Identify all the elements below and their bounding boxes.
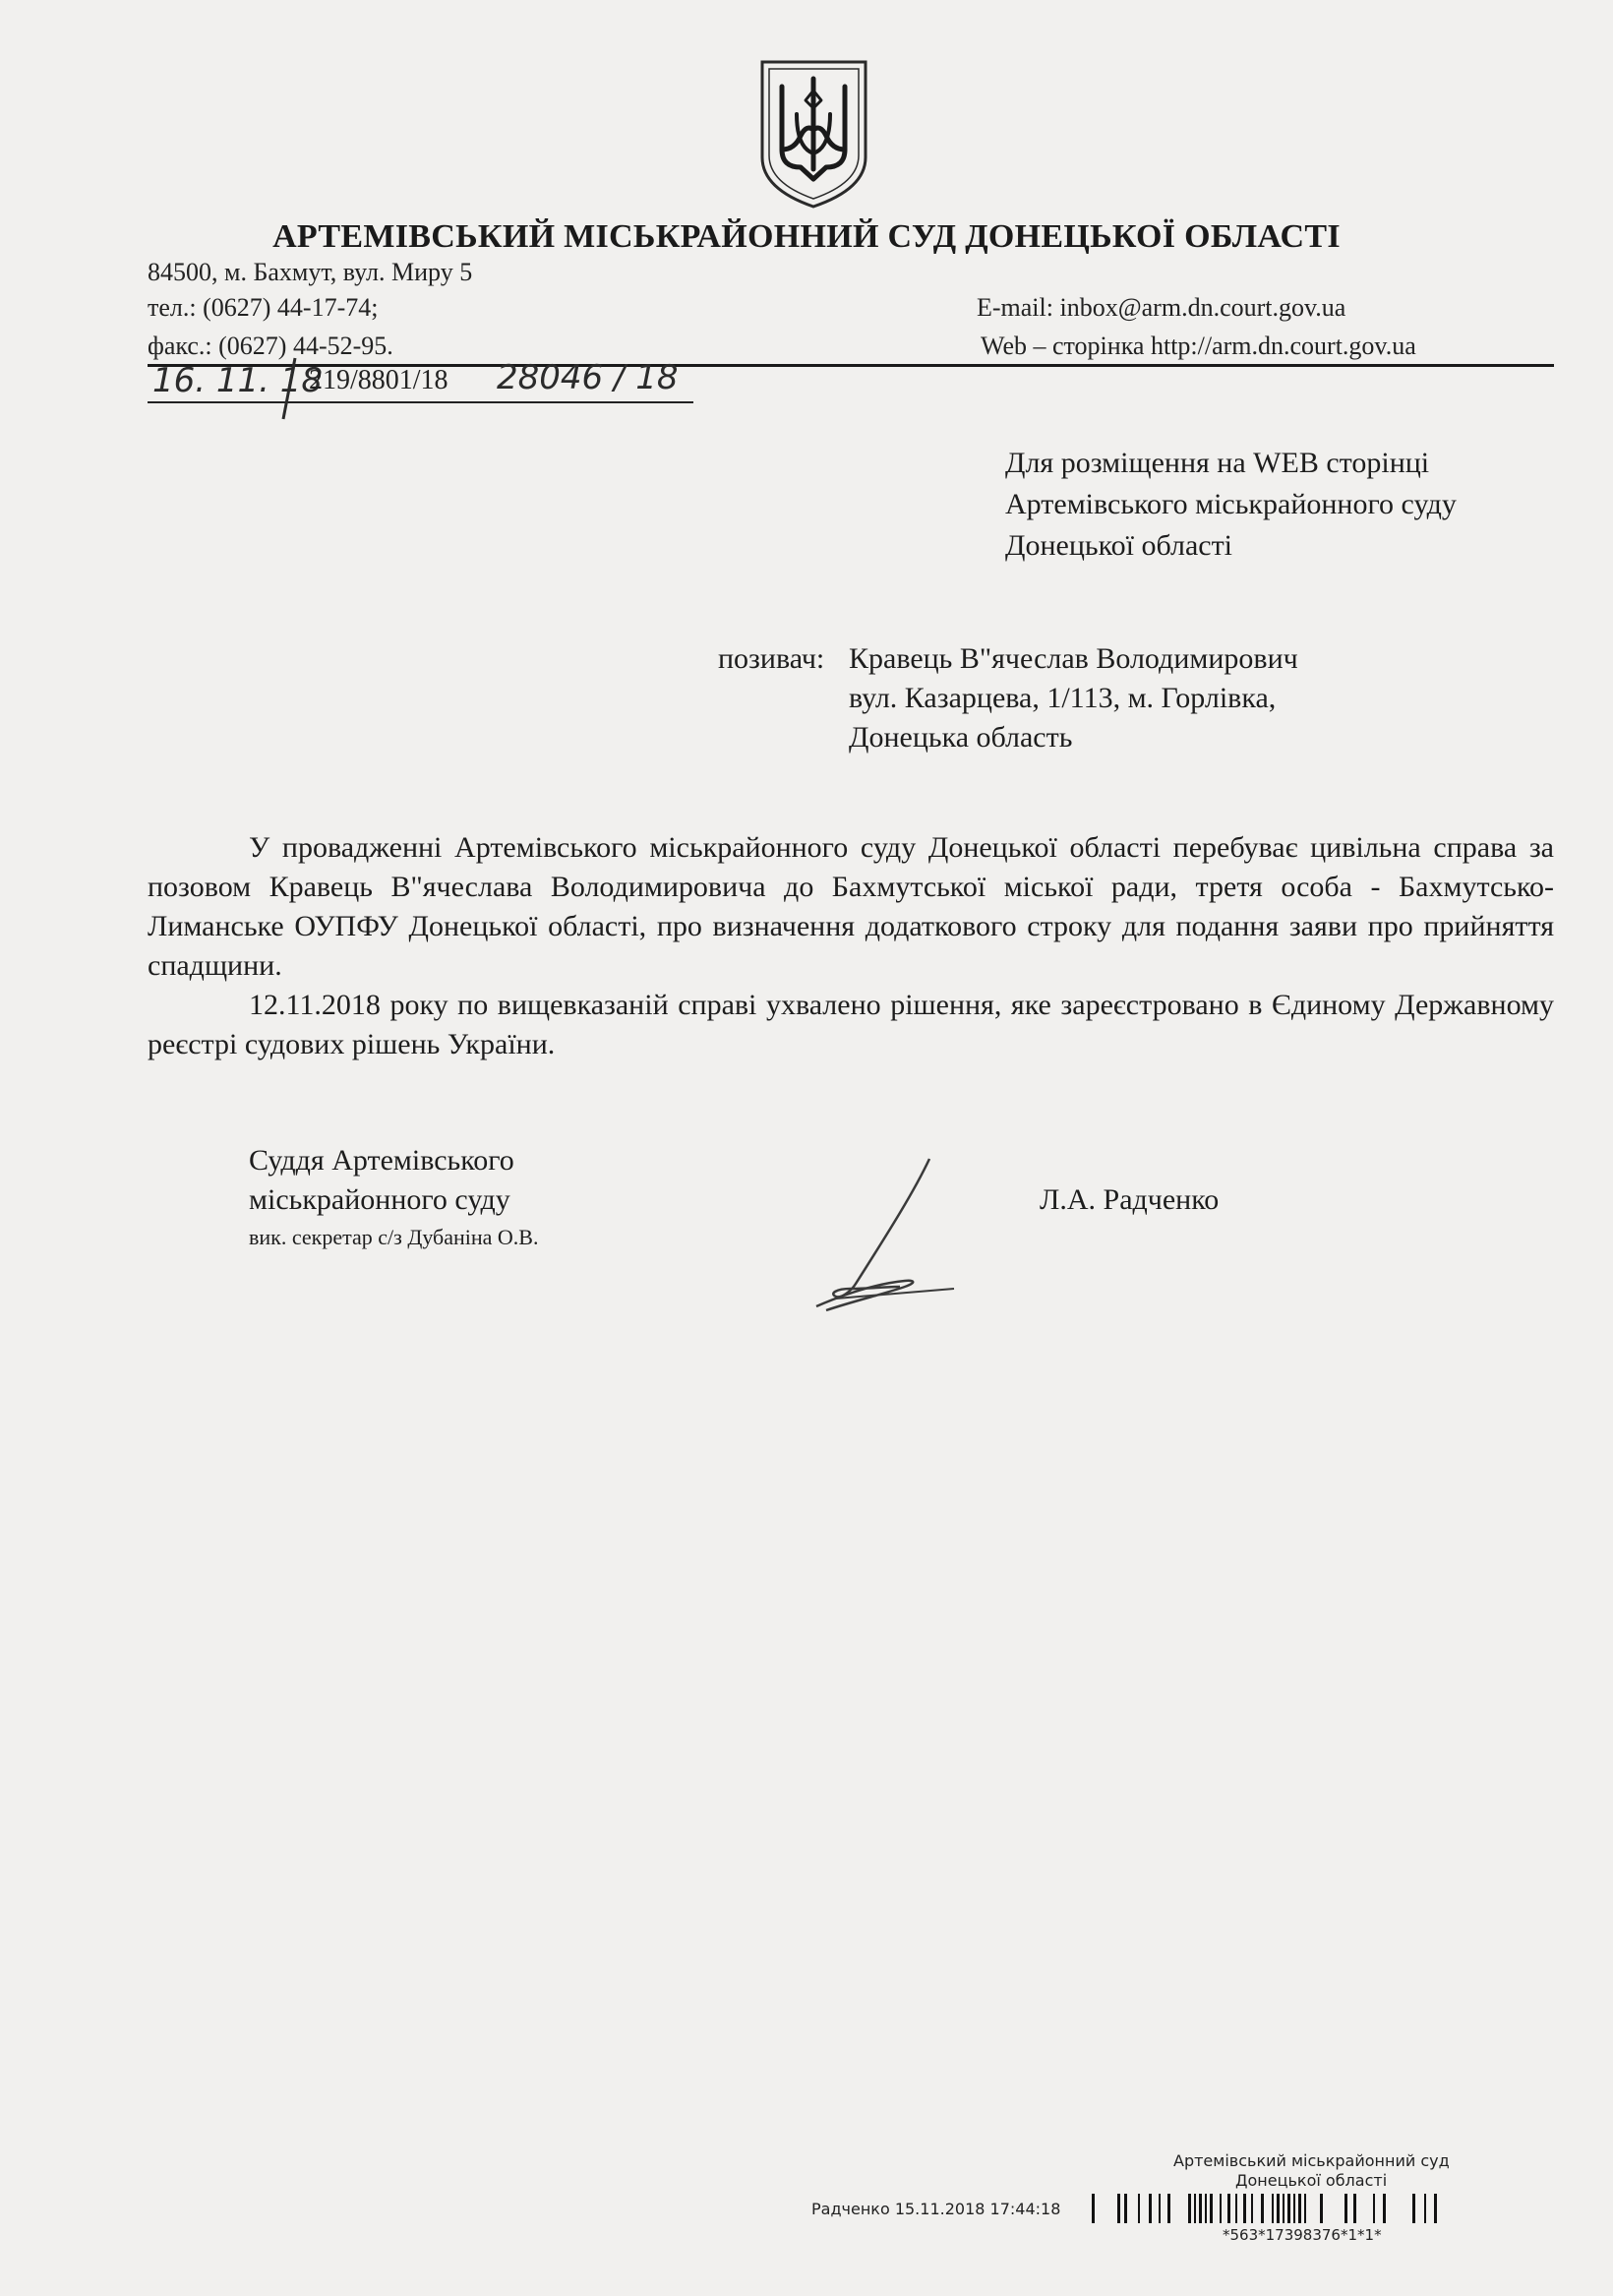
addressee-line: Донецької області bbox=[1005, 529, 1233, 562]
court-email: E-mail: inbox@arm.dn.court.gov.ua bbox=[977, 293, 1346, 322]
court-name: АРТЕМІВСЬКИЙ МІСЬКРАЙОННИЙ СУД ДОНЕЦЬКОЇ ОБЛАСТІ bbox=[272, 218, 1341, 255]
registration-separator-icon bbox=[279, 354, 299, 423]
court-website: Web – сторінка http://arm.dn.court.gov.ua bbox=[981, 332, 1416, 360]
plaintiff-label: позивач: bbox=[718, 642, 825, 675]
judge-name: Л.А. Радченко bbox=[1040, 1183, 1220, 1216]
signatory-title: Суддя Артемівського bbox=[249, 1144, 514, 1177]
body-paragraph: 12.11.2018 року по вищевказаній справі ухвалено рішення, яке зареєстровано в Єдиному Державному реєстрі судових рішень України. bbox=[148, 989, 1554, 1060]
letter-body bbox=[148, 828, 1554, 1064]
signatory-title: міськрайонного суду bbox=[249, 1183, 510, 1216]
registration-number: 219/8801/18 bbox=[309, 365, 448, 395]
court-phone: тел.: (0627) 44-17-74; bbox=[148, 293, 379, 322]
plaintiff-address: вул. Казарцева, 1/113, м. Горлівка, bbox=[849, 682, 1277, 714]
secretary-note: вик. секретар с/з Дубаніна О.В. bbox=[249, 1225, 539, 1249]
plaintiff-block bbox=[718, 639, 1298, 757]
handwritten-signature bbox=[806, 1151, 1003, 1318]
signatory-block bbox=[249, 1141, 538, 1255]
registration-date-handwritten: 16. 11. 18 bbox=[152, 361, 324, 400]
addressee-line: Артемівського міськрайонного суду bbox=[1005, 488, 1457, 520]
addressee-line: Для розміщення на WEB сторінці bbox=[1005, 447, 1430, 479]
court-address: 84500, м. Бахмут, вул. Миру 5 bbox=[148, 258, 473, 286]
stamp-region: Донецької області bbox=[1235, 2171, 1388, 2190]
court-fax: факс.: (0627) 44-52-95. bbox=[148, 332, 393, 360]
document-barcode bbox=[1092, 2192, 1554, 2227]
body-paragraph: У провадженні Артемівського міськрайонного суду Донецької області перебуває цивільна справа за позовом Кравець В"ячеслава Володимировича до Бахмутської міської ради, третя особа - Бахмутсько-Лиманське ОУПФУ Донецької області, про визначення додаткового строку для подання заяви про прийняття спадщини. bbox=[148, 831, 1554, 982]
trident-emblem-icon bbox=[757, 59, 870, 209]
plaintiff-region: Донецька область bbox=[849, 721, 1073, 754]
registration-number-handwritten: 28046 / 18 bbox=[497, 358, 679, 397]
plaintiff-name: Кравець В"ячеслав Володимирович bbox=[849, 642, 1298, 675]
addressee-block bbox=[1005, 443, 1457, 567]
stamp-court-name: Артемівський міськрайонний суд bbox=[1173, 2151, 1450, 2170]
stamp-author-time: Радченко 15.11.2018 17:44:18 bbox=[811, 2200, 1061, 2218]
barcode-text: *563*17398376*1*1* bbox=[1223, 2226, 1382, 2244]
